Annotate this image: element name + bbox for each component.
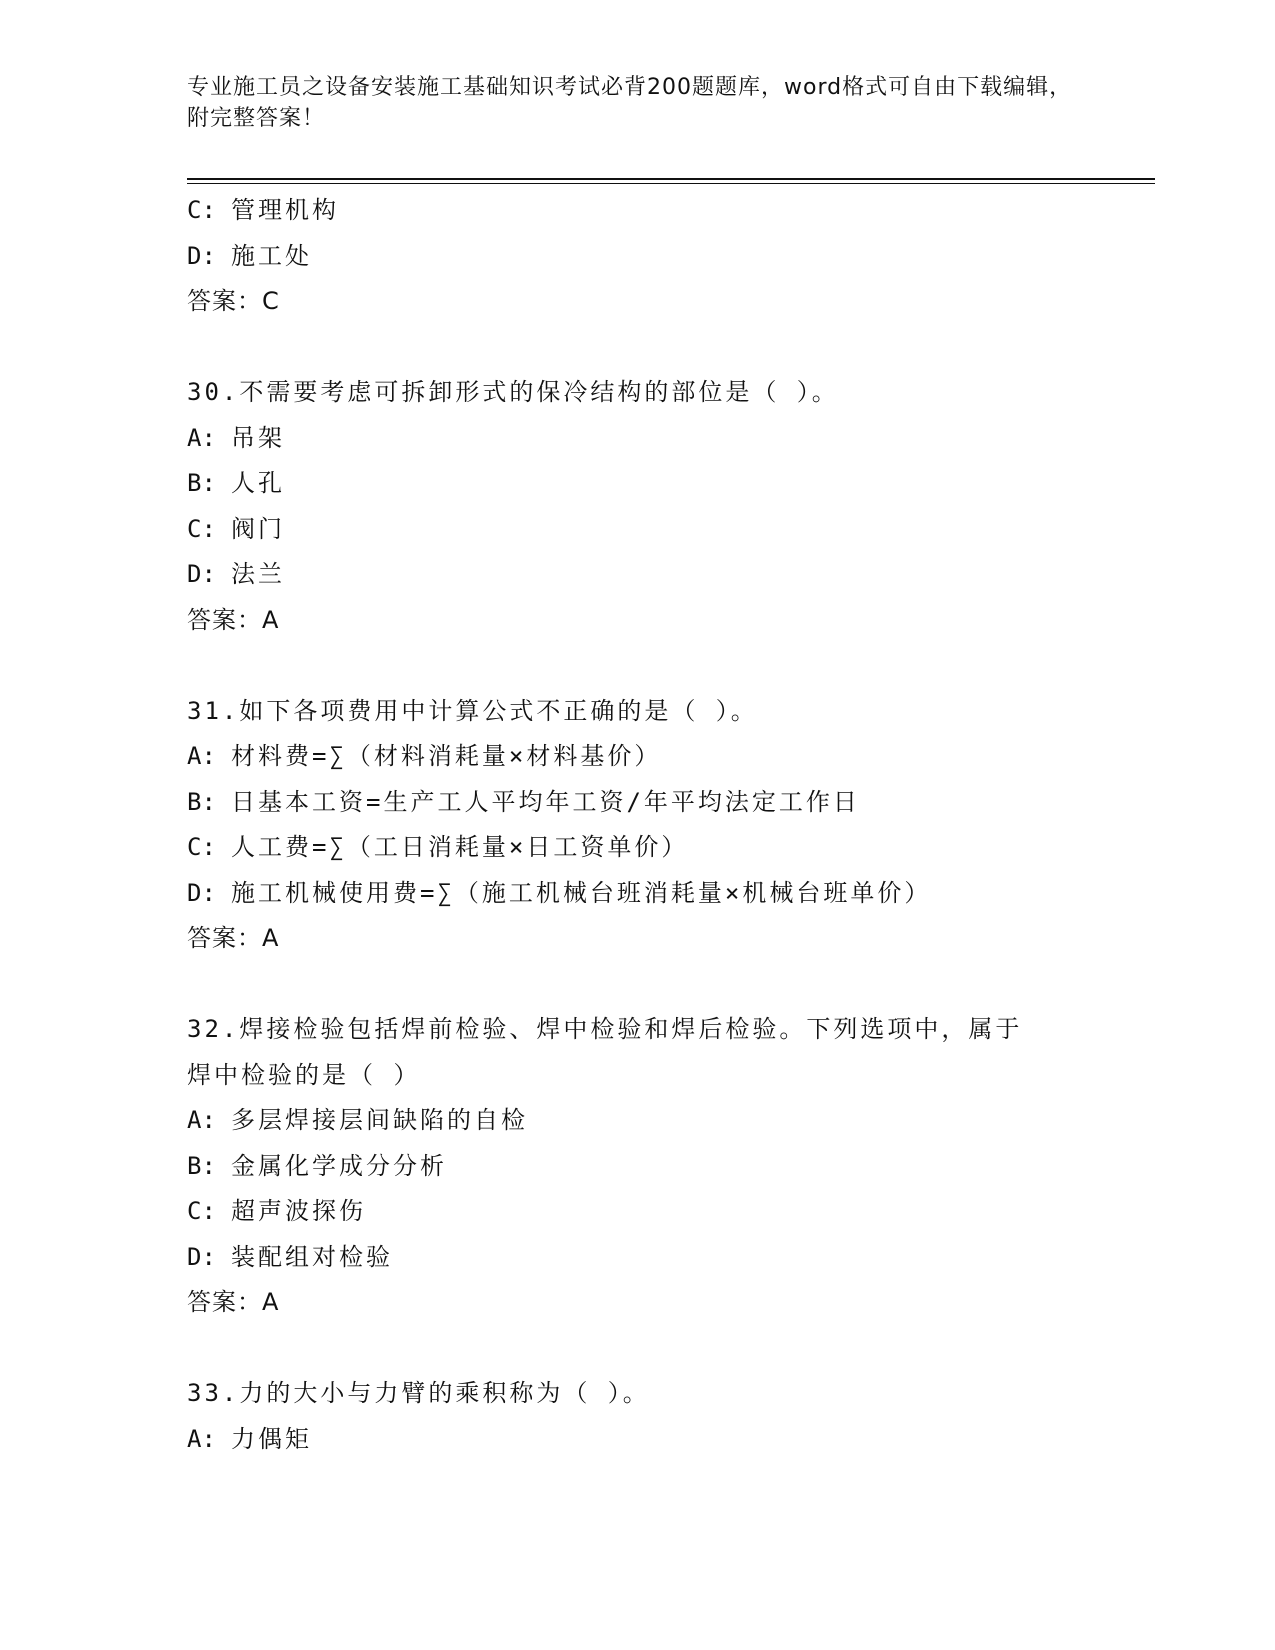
question-stem: 33.力的大小与力臂的乘积称为（ ）。	[187, 1379, 650, 1407]
option-line: A: 吊架	[187, 423, 285, 452]
question-list	[187, 188, 1087, 1462]
spacer	[187, 325, 1087, 371]
answer-line: 答案：A	[187, 605, 280, 634]
spacer	[187, 1326, 1087, 1372]
answer-line: 答案：A	[187, 1288, 280, 1316]
option-line: B: 日基本工资=生产工人平均年工资/年平均法定工作日	[187, 787, 860, 816]
option-line: D: 装配组对检验	[187, 1242, 393, 1271]
option-line: B: 人孔	[187, 469, 285, 497]
spacer	[187, 962, 1087, 1008]
document-title: 专业施工员之设备安装施工基础知识考试必背200题题库，word格式可自由下载编辑，附完整答案！	[187, 75, 1073, 131]
option-line: C: 管理机构	[187, 196, 339, 224]
option-line: C: 人工费=∑（工日消耗量×日工资单价）	[187, 833, 689, 861]
spacer	[187, 643, 1087, 689]
answer-line: 答案：C	[187, 287, 280, 315]
header-rule-thick	[187, 178, 1155, 180]
option-line: B: 金属化学成分分析	[187, 1151, 447, 1180]
header-rule-thin	[187, 183, 1155, 184]
option-line: A: 力偶矩	[187, 1424, 312, 1453]
option-line: C: 超声波探伤	[187, 1197, 366, 1225]
option-line: A: 多层焊接层间缺陷的自检	[187, 1106, 528, 1134]
option-line: D: 施工机械使用费=∑（施工机械台班消耗量×机械台班单价）	[187, 878, 932, 907]
option-line: C: 阀门	[187, 514, 285, 543]
question-stem: 30.不需要考虑可拆卸形式的保冷结构的部位是（ ）。	[187, 378, 839, 406]
answer-line: 答案：A	[187, 924, 280, 952]
option-line: D: 法兰	[187, 560, 285, 588]
option-line: D: 施工处	[187, 241, 312, 270]
question-stem: 31.如下各项费用中计算公式不正确的是（ ）。	[187, 696, 758, 725]
question-stem: 32.焊接检验包括焊前检验、焊中检验和焊后检验。下列选项中，属于焊中检验的是（ ）	[187, 1015, 1023, 1089]
option-line: A: 材料费=∑（材料消耗量×材料基价）	[187, 742, 662, 770]
